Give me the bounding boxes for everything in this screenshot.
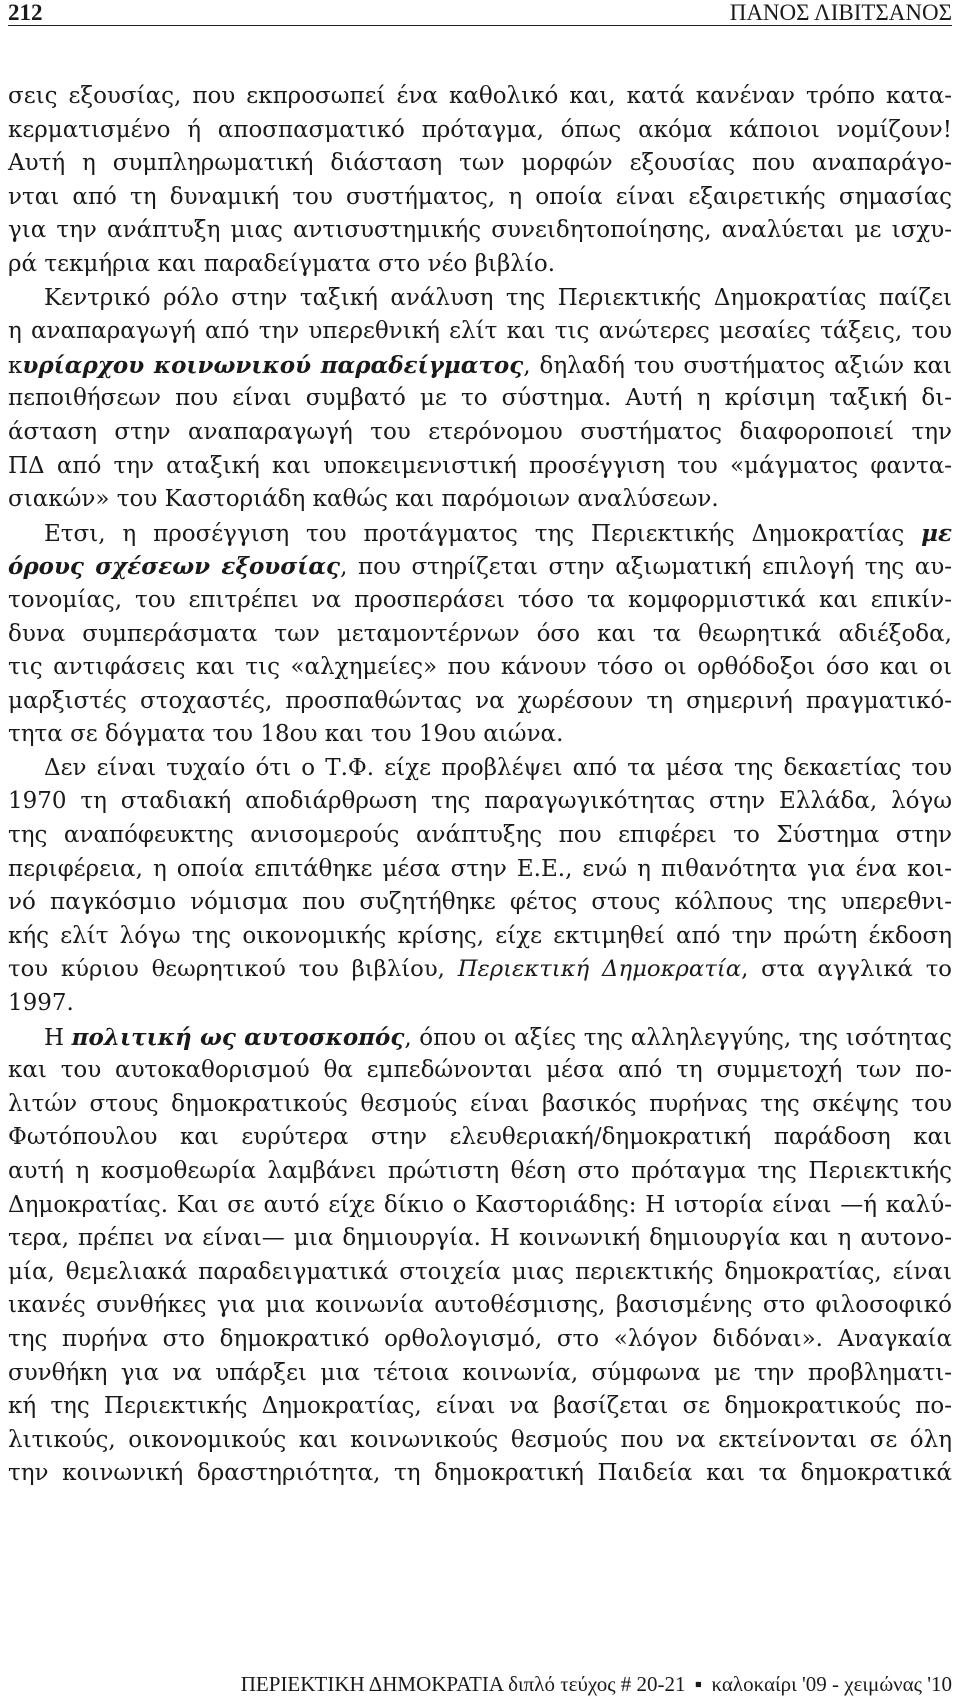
text-line: 1970 τη σταδιακή αποδιάρθρωση της παραγωγικότητας στην Ελλάδα, λόγω <box>8 788 952 815</box>
text-line: λιτών στους δημοκρατικούς θεσμούς είναι βασικός πυρήνας της σκέψης του <box>8 1090 952 1117</box>
text-line: κερματισμένο ή αποσπασματικό πρόταγμα, όπως ακόμα κάποιοι νομίζουν! <box>8 116 952 143</box>
text-line: όρους σχέσεων εξουσίας, που στηρίζεται στην αξιωματική επιλογή της αυ- <box>8 553 952 581</box>
text-line: Φωτόπουλου και ευρύτερα στην ελευθεριακή/δημοκρατική παράδοση και <box>8 1124 952 1151</box>
text-line: Κεντρικό ρόλο στην ταξική ανάλυση της Περιεκτικής Δημοκρατίας παίζει <box>44 284 952 311</box>
text-line: τερα, πρέπει να είναι— μια δημιουργία. Η κοινωνική δημιουργία και η αυτονο- <box>8 1225 952 1252</box>
text-line: νό παγκόσμιο νόμισμα που συζητήθηκε φέτος στους κόλπους της υπερεθνι- <box>8 889 952 916</box>
text-line: μία, θεμελιακά παραδειγματικά στοιχεία μιας περιεκτικής δημοκρατίας, είναι <box>8 1258 952 1285</box>
text-line: ρά τεκμήρια και παραδείγματα στο νέο βιβλίο. <box>8 250 556 277</box>
page-footer <box>241 1672 952 1696</box>
emphasized-phrase: με <box>921 519 952 547</box>
text-line: άσταση στην αναπαραγωγή του ετερόνομου συστήματος διαφοροποιεί την <box>8 418 952 445</box>
text-line: 1997. <box>8 990 74 1017</box>
running-head: ΠΑΝΟΣ ΛΙΒΙΤΣΑΝΟΣ <box>729 0 952 25</box>
text-line: κή της Περιεκτικής Δημοκρατίας, είναι να βασίζεται σε δημοκρατικούς πο- <box>8 1393 952 1420</box>
text-line: ΠΔ από την αταξική και υποκειμενιστική προσέγγιση του «μάγματος φαντα- <box>8 452 952 479</box>
text-line: και του αυτοκαθορισμού θα εμπεδώνονται μέσα από τη συμμετοχή των πο- <box>8 1057 952 1084</box>
text-line: τονομίας, του επιτρέπει να προσπεράσει τόσο τα κομφορμιστικά και επικίν- <box>8 586 952 613</box>
text-line: την κοινωνική δραστηριότητα, τη δημοκρατική Παιδεία και τα δημοκρατικά <box>8 1460 952 1487</box>
emphasized-phrase: πολιτική ως αυτοσκοπός <box>71 1023 405 1051</box>
text-line: Αυτή η συμπληρωματική διάσταση των μορφών εξουσίας που αναπαράγο- <box>8 150 952 177</box>
text-line: σεις εξουσίας, που εκπροσωπεί ένα καθολικό και, κατά κανέναν τρόπο κατα- <box>8 83 952 109</box>
text-line: Ετσι, η προσέγγιση του προτάγματος της Περιεκτικής Δημοκρατίας με <box>44 519 952 547</box>
text-line: νται από τη δυναμική του συστήματος, η οποία είναι εξαιρετικής σημασίας <box>8 183 952 210</box>
text-line: συνθήκη για να υπάρξει μια τέτοια κοινωνία, σύμφωνα με την προβληματι- <box>8 1359 952 1386</box>
emphasized-phrase: όρους σχέσεων εξουσίας <box>8 553 341 581</box>
text-line: πεποιθήσεων που είναι συμβατό με το σύστημα. Αυτή η κρίσιμη ταξική δι- <box>8 385 952 412</box>
text-line: μαρξιστές στοχαστές, προσπαθώντας να χωρέσουν τη σημερινή πραγματικό- <box>8 687 952 714</box>
text-line: του κύριου θεωρητικού του βιβλίου, Περιεκτική Δημοκρατία, στα αγγλικά το <box>8 956 952 983</box>
text-line: Δεν είναι τυχαίο ότι ο Τ.Φ. είχε προβλέψει από τα μέσα της δεκαετίας του <box>44 754 952 781</box>
text-line: ικανές συνθήκες για μια κοινωνία αυτοθέσμισης, βασισμένης στο φιλοσοφικό <box>8 1292 952 1319</box>
body-text <box>8 80 952 1491</box>
text-line: κυρίαρχου κοινωνικού παραδείγματος, δηλαδή του συστήματος αξιών και <box>8 351 952 379</box>
text-line: η αναπαραγωγή από την υπερεθνική ελίτ και τις ανώτερες μεσαίες τάξεις, του <box>8 318 952 345</box>
page-header <box>8 0 952 26</box>
footer-issue-date: καλοκαίρι '09 - χειμώνας '10 <box>711 1672 952 1696</box>
text-line: λιτικούς, οικονομικούς και κοινωνικούς θεσμούς που να εκτείνονται σε όλη <box>8 1426 952 1453</box>
text-line: Η πολιτική ως αυτοσκοπός, όπου οι αξίες της αλληλεγγύης, της ισότητας <box>44 1023 952 1051</box>
text-line: της πυρήνα στο δημοκρατικό ορθολογισμό, στο «λόγον διδόναι». Αναγκαία <box>8 1325 952 1352</box>
text-line: τις αντιφάσεις και τις «αλχημείες» που κάνουν τόσο οι ορθόδοξοι όσο και οι <box>8 654 952 681</box>
text-line: σιακών» του Καστοριάδη καθώς και παρόμοιων αναλύσεων. <box>8 486 719 513</box>
text-line: Δημοκρατίας. Και σε αυτό είχε δίκιο ο Καστοριάδης: Η ιστορία είναι —ή καλύ- <box>8 1191 952 1218</box>
text-line: δυνα συμπεράσματα των μεταμοντέρνων όσο και τα θεωρητικά αδιέξοδα, <box>8 620 952 647</box>
text-line: για την ανάπτυξη μιας αντισυστημικής συνειδητοποίησης, αναλύεται με ισχυ- <box>8 217 952 244</box>
text-line: αυτή η κοσμοθεωρία λαμβάνει πρώτιστη θέση στο πρόταγμα της Περιεκτικής <box>8 1158 952 1184</box>
footer-journal-title: ΠΕΡΙΕΚΤΙΚΗ ΔΗΜΟΚΡΑΤΙΑ διπλό τεύχος # 20-21 <box>240 1672 686 1696</box>
text-line: περιφέρεια, η οποία επιτάθηκε μέσα στην Ε.Ε., ενώ η πιθανότητα για ένα κοι- <box>8 855 952 882</box>
footer-separator: ▪ <box>694 1672 703 1696</box>
page-number: 212 <box>8 0 43 25</box>
text-line: της αναπόφευκτης ανισομερούς ανάπτυξης που επιφέρει το Σύστημα στην <box>8 822 952 849</box>
text-line: τητα σε δόγματα του 18ου και του 19ου αιώνα. <box>8 721 564 748</box>
text-line: κής ελίτ λόγω της οικονομικής κρίσης, είχε εκτιμηθεί από την πρώτη έκδοση <box>8 922 952 949</box>
emphasized-phrase: υρίαρχου κοινωνικού παραδείγματος <box>22 351 524 379</box>
italic-title: Περιεκτική Δημοκρατία <box>457 956 742 983</box>
